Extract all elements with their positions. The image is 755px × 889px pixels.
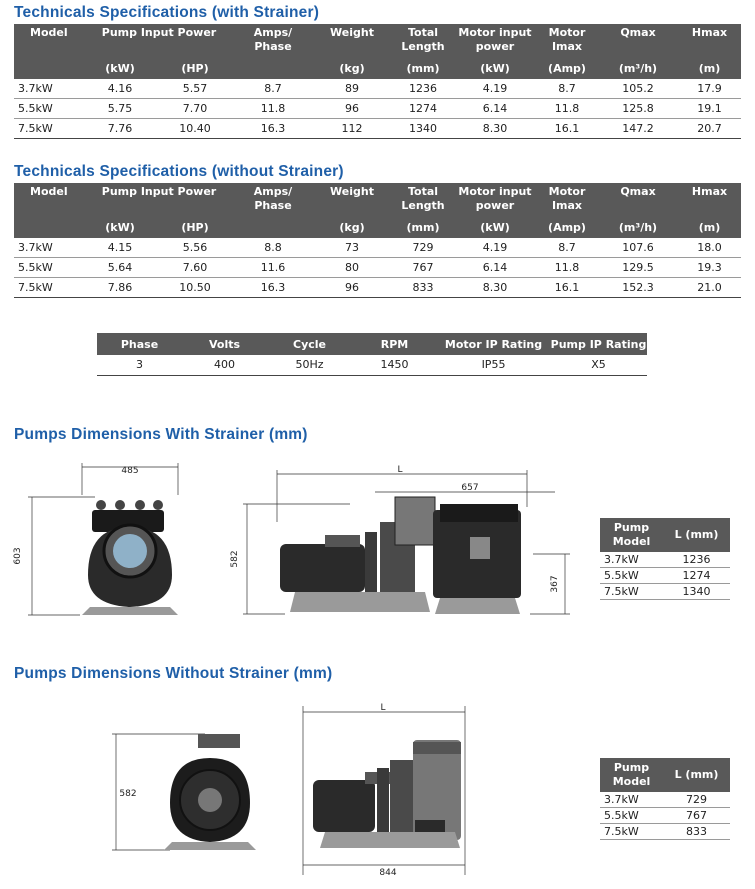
- table-row: [600, 568, 730, 584]
- dims-without-strainer-title: Pumps Dimensions Without Strainer (mm): [14, 665, 333, 682]
- table-cell: 19.1: [678, 99, 741, 119]
- table-cell: 16.1: [536, 119, 598, 139]
- header-length: L (mm): [663, 758, 730, 792]
- table-cell: 4.16: [84, 79, 156, 99]
- table-cell: 8.8: [234, 238, 312, 258]
- table-cell: 1340: [392, 119, 454, 139]
- table-cell: 10.40: [156, 119, 234, 139]
- table-cell: 8.7: [536, 79, 598, 99]
- table-cell: 7.60: [156, 258, 234, 278]
- table-cell: 96: [312, 99, 392, 119]
- table-cell: 6.14: [454, 99, 536, 119]
- table-row: [97, 355, 647, 375]
- table-row: [14, 258, 741, 278]
- header-model: Model: [14, 183, 84, 215]
- units-row: [14, 215, 741, 238]
- table-row: [600, 808, 730, 824]
- table-cell: 6.14: [454, 258, 536, 278]
- header-pump-ip-rating: Pump IP Rating: [550, 333, 647, 355]
- header-cycle: Cycle: [267, 333, 352, 355]
- header-motor-input-power: Motor input power: [454, 183, 536, 215]
- unit-cell: (Amp): [536, 215, 598, 238]
- table-cell: 833: [392, 278, 454, 298]
- pump-side-icon: [313, 740, 461, 848]
- unit-cell: (mm): [392, 215, 454, 238]
- base-length-label: 844: [379, 868, 397, 878]
- table-cell: 729: [392, 238, 454, 258]
- table-row: [600, 792, 730, 808]
- table-row: [14, 99, 741, 119]
- table-cell: 129.5: [598, 258, 678, 278]
- header-total-length: Total Length: [392, 183, 454, 215]
- header-motor-input-power: Motor input power: [454, 24, 536, 56]
- table-cell: 5.5kW: [14, 258, 84, 278]
- front-view-without-strainer-drawing: [110, 728, 270, 858]
- header-row: [600, 518, 730, 552]
- table-cell: 7.70: [156, 99, 234, 119]
- table-cell: 11.6: [234, 258, 312, 278]
- table-cell: 147.2: [598, 119, 678, 139]
- unit-cell: (HP): [156, 215, 234, 238]
- header-rpm: RPM: [352, 333, 437, 355]
- unit-cell: (m³/h): [598, 215, 678, 238]
- table-cell: 16.3: [234, 278, 312, 298]
- table-cell: 3.7kW: [14, 79, 84, 99]
- header-amps-phase: Amps/ Phase: [234, 24, 312, 56]
- table-cell: 7.5kW: [14, 119, 84, 139]
- table-cell: 3.7kW: [14, 238, 84, 258]
- length-label: L: [380, 703, 386, 713]
- header-total-length: Total Length: [392, 24, 454, 56]
- table-cell: 4.15: [84, 238, 156, 258]
- table-cell: 5.56: [156, 238, 234, 258]
- dims-without-strainer-table: [600, 758, 730, 840]
- table-cell: 3.7kW: [600, 792, 663, 808]
- table-row: [14, 238, 741, 258]
- table-cell: 833: [663, 824, 730, 840]
- units-row: [14, 56, 741, 79]
- table-cell: 152.3: [598, 278, 678, 298]
- table-cell: 7.76: [84, 119, 156, 139]
- header-model: Model: [14, 24, 84, 56]
- table-cell: 21.0: [678, 278, 741, 298]
- header-weight: Weight: [312, 24, 392, 56]
- table-cell: 1340: [663, 584, 730, 600]
- table-cell: 8.7: [234, 79, 312, 99]
- unit-cell: (mm): [392, 56, 454, 79]
- side-height-label: 582: [230, 550, 240, 568]
- header-row: [600, 758, 730, 792]
- header-phase: Phase: [97, 333, 182, 355]
- table-cell: 3: [97, 355, 182, 375]
- table-cell: 73: [312, 238, 392, 258]
- table-row: [600, 584, 730, 600]
- unit-cell: (kW): [454, 56, 536, 79]
- unit-cell: (Amp): [536, 56, 598, 79]
- table-cell: 5.5kW: [600, 808, 663, 824]
- dims-with-strainer-title: Pumps Dimensions With Strainer (mm): [14, 426, 308, 443]
- front-height-label: 603: [13, 547, 23, 565]
- unit-cell: (kW): [454, 215, 536, 238]
- header-length: L (mm): [663, 518, 730, 552]
- header-volts: Volts: [182, 333, 267, 355]
- with-strainer-title: Technicals Specifications (with Strainer): [14, 4, 320, 21]
- header-pump-model: Pump Model: [600, 518, 663, 552]
- with-strainer-spec-table: [14, 24, 741, 139]
- table-cell: 11.8: [536, 99, 598, 119]
- table-cell: 20.7: [678, 119, 741, 139]
- dims-with-strainer-table: [600, 518, 730, 600]
- table-cell: 89: [312, 79, 392, 99]
- table-row: [14, 79, 741, 99]
- table-cell: 7.86: [84, 278, 156, 298]
- table-cell: 767: [392, 258, 454, 278]
- side-view-with-strainer-drawing: [225, 462, 575, 622]
- header-pump-input-power: Pump Input Power: [84, 183, 234, 215]
- header-motor-imax: Motor Imax: [536, 183, 598, 215]
- front-view-with-strainer-drawing: [0, 455, 200, 625]
- table-cell: 729: [663, 792, 730, 808]
- table-cell: 16.3: [234, 119, 312, 139]
- unit-cell: (HP): [156, 56, 234, 79]
- table-cell: 8.30: [454, 278, 536, 298]
- table-cell: 1450: [352, 355, 437, 375]
- header-pump-input-power: Pump Input Power: [84, 24, 234, 56]
- table-cell: X5: [550, 355, 647, 375]
- table-cell: 50Hz: [267, 355, 352, 375]
- header-row: [97, 333, 647, 355]
- table-cell: 17.9: [678, 79, 741, 99]
- pump-front-icon: [164, 734, 256, 850]
- axis-height-label: 367: [550, 575, 560, 593]
- without-strainer-spec-table: [14, 183, 741, 298]
- front-height-label: 582: [119, 789, 137, 799]
- header-weight: Weight: [312, 183, 392, 215]
- table-cell: 8.7: [536, 238, 598, 258]
- table-cell: 8.30: [454, 119, 536, 139]
- electrical-spec-table: [97, 333, 647, 376]
- unit-cell: (kg): [312, 215, 392, 238]
- table-cell: 10.50: [156, 278, 234, 298]
- unit-cell: (kW): [84, 215, 156, 238]
- header-row: [14, 24, 741, 56]
- header-qmax: Qmax: [598, 183, 678, 215]
- front-width-label: 485: [121, 466, 139, 476]
- table-cell: 96: [312, 278, 392, 298]
- table-cell: IP55: [437, 355, 550, 375]
- header-amps-phase: Amps/ Phase: [234, 183, 312, 215]
- table-cell: 11.8: [234, 99, 312, 119]
- table-row: [600, 824, 730, 840]
- table-cell: 1236: [392, 79, 454, 99]
- pump-front-icon: [82, 500, 178, 615]
- header-motor-imax: Motor Imax: [536, 24, 598, 56]
- table-cell: 5.57: [156, 79, 234, 99]
- table-cell: 11.8: [536, 258, 598, 278]
- unit-cell: (kg): [312, 56, 392, 79]
- table-cell: 1236: [663, 552, 730, 568]
- header-row: [14, 183, 741, 215]
- without-strainer-title: Technicals Specifications (without Strainer): [14, 163, 344, 180]
- unit-cell: (m³/h): [598, 56, 678, 79]
- header-qmax: Qmax: [598, 24, 678, 56]
- table-cell: 1274: [392, 99, 454, 119]
- table-cell: 3.7kW: [600, 552, 663, 568]
- header-pump-model: Pump Model: [600, 758, 663, 792]
- table-row: [14, 278, 741, 298]
- table-cell: 7.5kW: [14, 278, 84, 298]
- table-cell: 19.3: [678, 258, 741, 278]
- table-cell: 16.1: [536, 278, 598, 298]
- table-cell: 7.5kW: [600, 824, 663, 840]
- table-row: [600, 552, 730, 568]
- table-cell: 125.8: [598, 99, 678, 119]
- table-cell: 5.5kW: [600, 568, 663, 584]
- unit-cell: (kW): [84, 56, 156, 79]
- header-hmax: Hmax: [678, 24, 741, 56]
- table-cell: 7.5kW: [600, 584, 663, 600]
- table-cell: 767: [663, 808, 730, 824]
- side-view-without-strainer-drawing: [295, 700, 475, 880]
- table-cell: 5.5kW: [14, 99, 84, 119]
- header-motor-ip-rating: Motor IP Rating: [437, 333, 550, 355]
- table-row: [14, 119, 741, 139]
- length-label: L: [397, 465, 403, 475]
- table-cell: 1274: [663, 568, 730, 584]
- table-cell: 105.2: [598, 79, 678, 99]
- pump-side-icon: [280, 497, 521, 614]
- table-cell: 5.75: [84, 99, 156, 119]
- table-cell: 5.64: [84, 258, 156, 278]
- table-cell: 80: [312, 258, 392, 278]
- table-cell: 4.19: [454, 79, 536, 99]
- unit-cell: (m): [678, 215, 741, 238]
- unit-cell: (m): [678, 56, 741, 79]
- table-cell: 112: [312, 119, 392, 139]
- strainer-length-label: 657: [461, 483, 479, 493]
- table-cell: 107.6: [598, 238, 678, 258]
- table-cell: 400: [182, 355, 267, 375]
- table-cell: 18.0: [678, 238, 741, 258]
- table-cell: 4.19: [454, 238, 536, 258]
- header-hmax: Hmax: [678, 183, 741, 215]
